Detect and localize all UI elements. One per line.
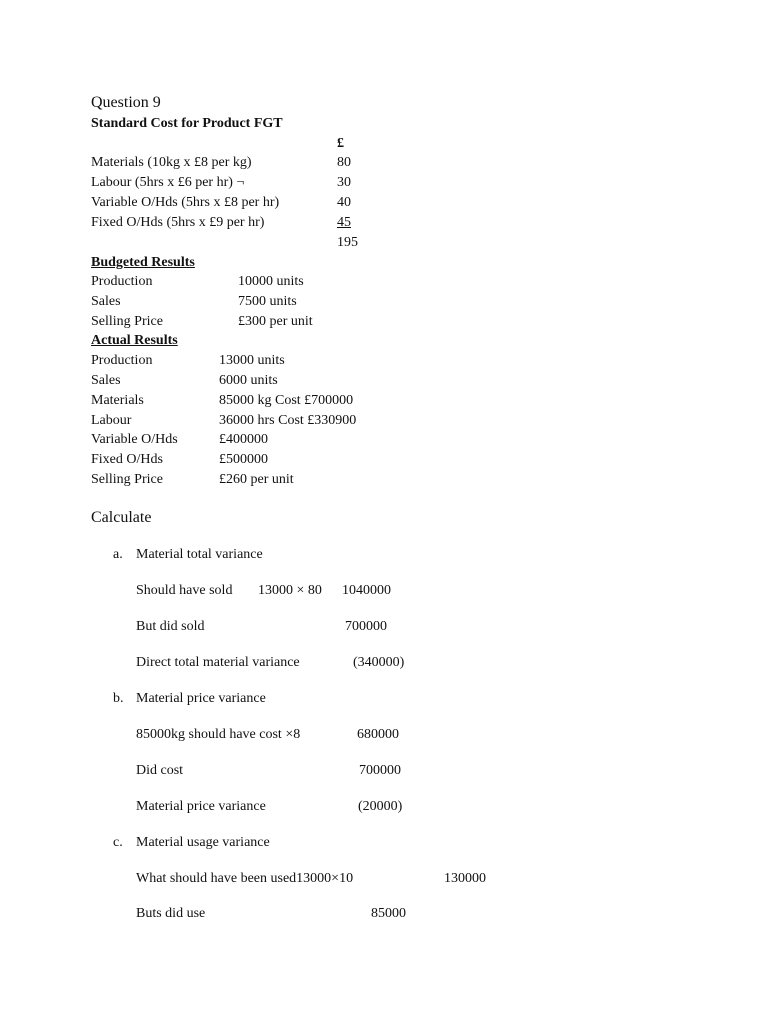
calc-line-label: 85000kg should have cost ×8 bbox=[136, 727, 301, 742]
calc-line-value: (20000) bbox=[358, 799, 403, 814]
calc-line-label: Direct total material variance bbox=[136, 655, 300, 670]
standard-cost-value: 80 bbox=[337, 155, 351, 170]
currency-header: £ bbox=[337, 136, 344, 151]
budgeted-label: Production bbox=[91, 274, 153, 289]
calc-line-value: 130000 bbox=[444, 871, 486, 886]
calc-line-label: What should have been used13000×10 bbox=[136, 871, 354, 886]
standard-cost-total: 195 bbox=[337, 235, 358, 250]
standard-cost-value: 40 bbox=[337, 195, 351, 210]
standard-cost-label: Fixed O/Hds (5hrs x £9 per hr) bbox=[91, 215, 265, 230]
calc-line-label: But did sold bbox=[136, 619, 205, 634]
list-marker: a. bbox=[113, 547, 123, 562]
standard-cost-label: Materials (10kg x £8 per kg) bbox=[91, 155, 252, 170]
actual-value: 85000 kg Cost £700000 bbox=[219, 393, 354, 408]
budgeted-label: Sales bbox=[91, 294, 121, 309]
actual-value: 6000 units bbox=[219, 373, 278, 388]
variance-title: Material usage variance bbox=[136, 835, 270, 850]
calc-line-value: (340000) bbox=[353, 655, 405, 670]
budgeted-results-heading: Budgeted Results bbox=[91, 255, 195, 270]
calc-line-value: 1040000 bbox=[342, 583, 391, 598]
calc-line-label: Did cost bbox=[136, 763, 184, 778]
standard-cost-label: Variable O/Hds (5hrs x £8 per hr) bbox=[91, 195, 280, 210]
calc-line-label: Should have sold bbox=[136, 583, 233, 598]
actual-label: Selling Price bbox=[91, 472, 163, 487]
budgeted-value: 7500 units bbox=[238, 294, 297, 309]
actual-label: Variable O/Hds bbox=[91, 432, 178, 447]
budgeted-label: Selling Price bbox=[91, 314, 163, 329]
actual-label: Labour bbox=[91, 413, 132, 428]
calc-line-expression: 13000 × 80 bbox=[258, 583, 322, 598]
question-title: Question 9 bbox=[91, 94, 161, 111]
calc-line-value: 680000 bbox=[357, 727, 399, 742]
calc-line-value: 700000 bbox=[345, 619, 387, 634]
list-marker: c. bbox=[113, 835, 123, 850]
actual-value: 13000 units bbox=[219, 353, 285, 368]
actual-value: £500000 bbox=[219, 452, 268, 467]
actual-value: 36000 hrs Cost £330900 bbox=[219, 413, 357, 428]
actual-label: Materials bbox=[91, 393, 144, 408]
calc-line-value: 700000 bbox=[359, 763, 401, 778]
budgeted-value: 10000 units bbox=[238, 274, 304, 289]
actual-label: Production bbox=[91, 353, 153, 368]
actual-label: Fixed O/Hds bbox=[91, 452, 163, 467]
actual-label: Sales bbox=[91, 373, 121, 388]
standard-cost-label: Labour (5hrs x £6 per hr) ¬ bbox=[91, 175, 245, 190]
actual-value: £260 per unit bbox=[219, 472, 294, 487]
variance-title: Material price variance bbox=[136, 691, 266, 706]
calculate-heading: Calculate bbox=[91, 509, 152, 526]
calc-line-label: Material price variance bbox=[136, 799, 266, 814]
actual-results-heading: Actual Results bbox=[91, 333, 178, 348]
actual-value: £400000 bbox=[219, 432, 268, 447]
calc-line-value: 85000 bbox=[371, 906, 406, 921]
budgeted-value: £300 per unit bbox=[238, 314, 313, 329]
standard-cost-value: 45 bbox=[337, 215, 351, 230]
variance-title: Material total variance bbox=[136, 547, 263, 562]
standard-cost-value: 30 bbox=[337, 175, 351, 190]
list-marker: b. bbox=[113, 691, 124, 706]
calc-line-label: Buts did use bbox=[136, 906, 206, 921]
standard-cost-heading: Standard Cost for Product FGT bbox=[91, 116, 283, 131]
